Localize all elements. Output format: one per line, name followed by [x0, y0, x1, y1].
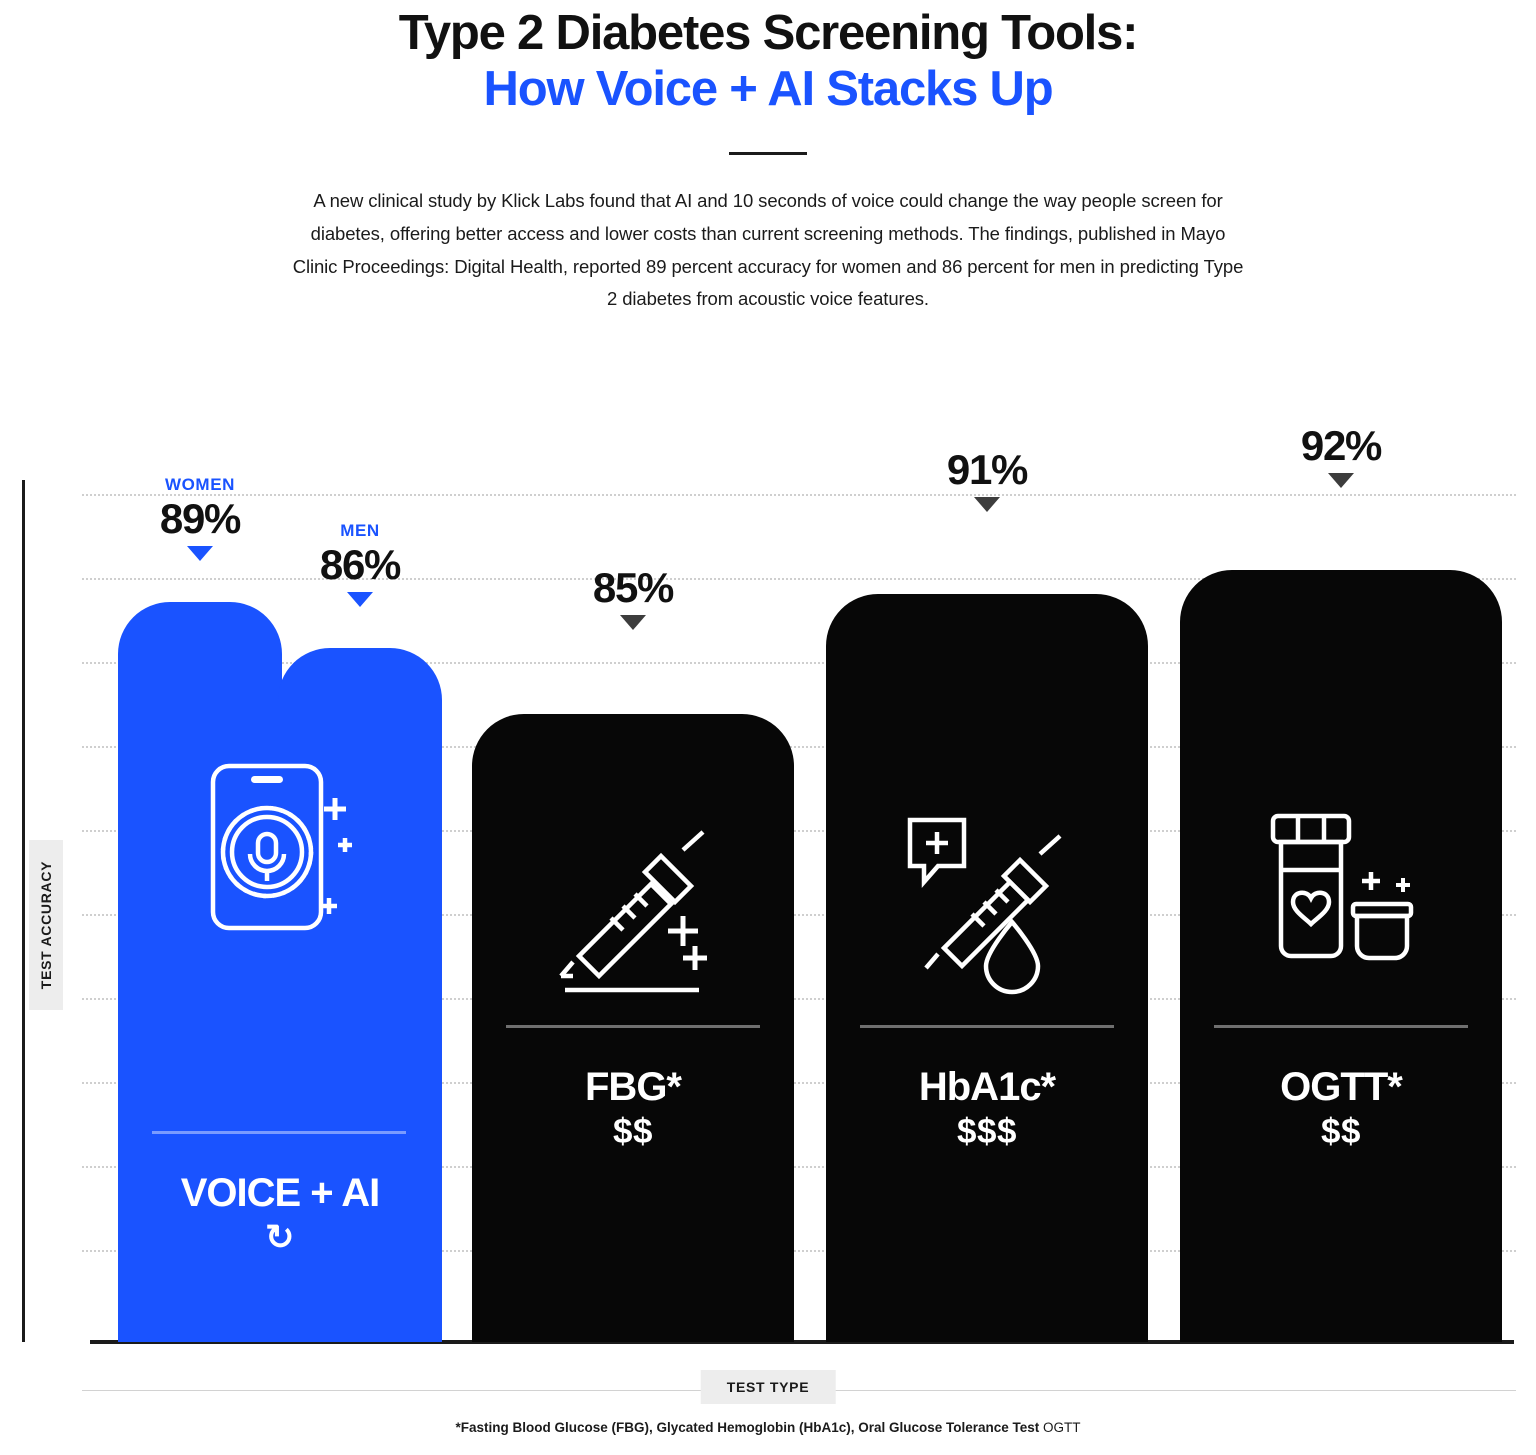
ogtt-caption	[1180, 1066, 1502, 1152]
gridline	[82, 494, 1516, 496]
fbg-caption	[472, 1066, 794, 1152]
value-hba1c: 91%	[946, 446, 1028, 493]
hba1c-caption	[826, 1066, 1148, 1152]
bar-chart	[0, 422, 1536, 1448]
callout-arrow-icon	[187, 546, 213, 561]
hba1c-divider	[860, 1025, 1114, 1028]
callout-hba1c	[907, 446, 1067, 512]
ogtt-divider	[1214, 1025, 1468, 1028]
voice-ai-divider	[152, 1131, 406, 1134]
y-axis-label: TEST ACCURACY	[29, 840, 63, 1010]
callout-voice-ai-women	[120, 476, 280, 561]
ogtt-icon-wrap	[1180, 806, 1502, 986]
bar-label-voice-ai: VOICE + AI	[180, 1171, 380, 1215]
group-label-men: MEN	[340, 521, 380, 540]
value-voice-ai-men: 86%	[319, 540, 401, 588]
x-axis-label: TEST TYPE	[701, 1370, 836, 1404]
callout-fbg	[553, 564, 713, 630]
fbg-icon-wrap	[472, 824, 794, 1004]
page-header	[0, 0, 1536, 316]
bar-cost-fbg: $$	[613, 1112, 653, 1151]
bar-fbg[interactable]	[472, 714, 794, 1342]
footnote	[0, 1420, 1536, 1435]
footnote-plain: OGTT	[1039, 1420, 1081, 1435]
footnote-bold: *Fasting Blood Glucose (FBG), Glycated Hemoglobin (HbA1c), Oral Glucose Tolerance Test	[455, 1420, 1040, 1435]
page-title-line1: Type 2 Diabetes Screening Tools:	[398, 6, 1138, 60]
voice-ai-icon-wrap	[118, 754, 442, 940]
bar-label-ogtt: OGTT*	[1280, 1065, 1402, 1109]
title-divider	[729, 152, 807, 155]
y-axis	[22, 480, 25, 1342]
callout-arrow-icon	[1328, 473, 1354, 488]
hba1c-icon-wrap	[826, 806, 1148, 996]
page-title-line2: How Voice + AI Stacks Up	[483, 61, 1053, 116]
syringe-icon	[543, 824, 723, 1004]
fbg-divider	[506, 1025, 760, 1028]
syringe-blood-drop-icon	[892, 806, 1082, 996]
value-ogtt: 92%	[1300, 422, 1382, 469]
bar-cost-hba1c: $$$	[957, 1112, 1017, 1151]
bar-ogtt[interactable]	[1180, 570, 1502, 1342]
value-fbg: 85%	[592, 564, 674, 611]
bar-label-fbg: FBG*	[585, 1065, 681, 1109]
callout-voice-ai-men	[282, 522, 438, 607]
bar-cost-voice-ai: ↻	[265, 1218, 295, 1257]
voice-ai-caption	[118, 1172, 442, 1258]
group-label-women: WOMEN	[164, 475, 236, 494]
bar-cost-ogtt: $$	[1321, 1112, 1361, 1151]
callout-arrow-icon	[620, 615, 646, 630]
bar-hba1c[interactable]	[826, 594, 1148, 1342]
glucose-bottle-cup-icon	[1251, 806, 1431, 986]
callout-ogtt	[1261, 422, 1421, 488]
phone-microphone-icon	[195, 754, 365, 940]
bar-label-hba1c: HbA1c*	[918, 1065, 1056, 1109]
intro-paragraph: A new clinical study by Klick Labs found that AI and 10 seconds of voice could change the way people screen for diabetes, offering better access and lower costs than current screening methods. The findings, published in Mayo Clinic Proceedings: Digital Health, reported 89 percent accuracy for women and 86 percent for men in predicting Type 2 diabetes from acoustic voice features.	[292, 189, 1244, 310]
value-voice-ai-women: 89%	[159, 494, 241, 542]
callout-arrow-icon	[974, 497, 1000, 512]
callout-arrow-icon	[347, 592, 373, 607]
